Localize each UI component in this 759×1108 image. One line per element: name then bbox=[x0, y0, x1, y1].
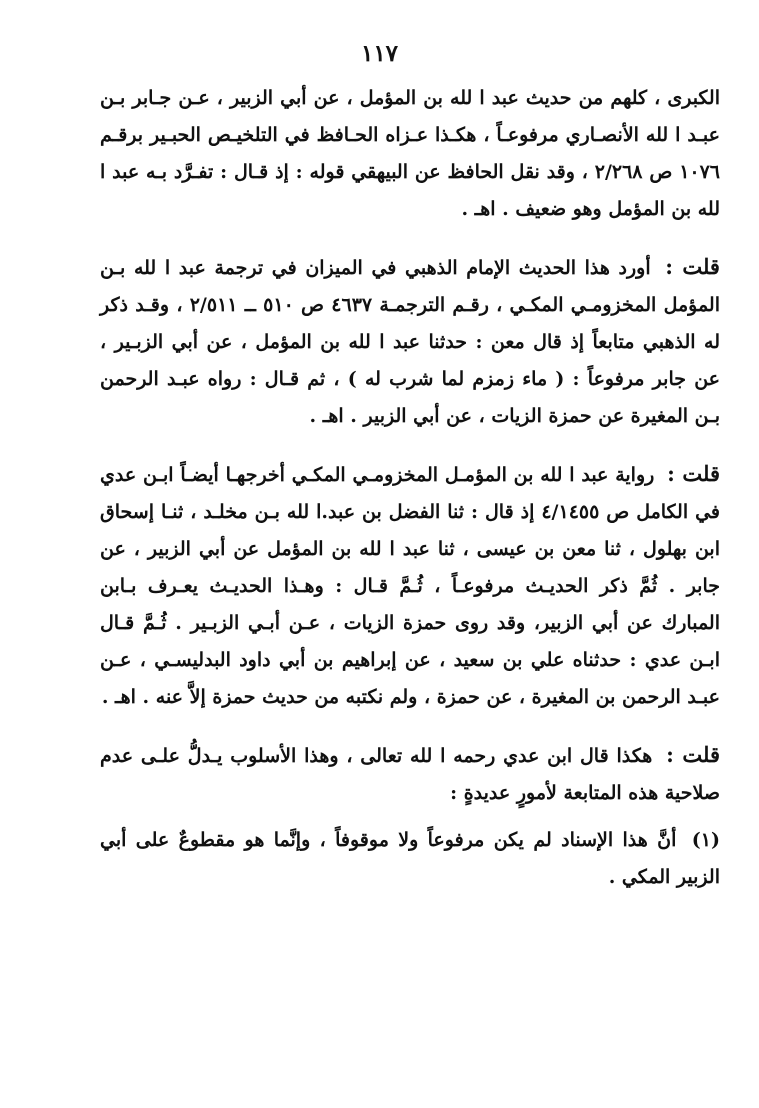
page-number: ١١٧ bbox=[360, 40, 399, 67]
paragraph-text: أورد هذا الحديث الإمام الذهبي في الميزان في ترجمة عبد ا لله بـن المؤمل المخزومـي المكـي ، رقـم الترجمـة ٤٦٣٧ ص ٥١٠ ــ ٢/٥١١ ، وقـد ذكر له الذهبي متابعاً إذ قال معن : حدثنا عبد ا لله بن المؤمل ، عن أبي الزبـير ، عن جابر مرفوعاً : ( ماء زمزم لما شرب له ) ، ثم قـال : رواه عبـد الرحمن بـن المغيرة عن حمزة الزيات ، عن أبي الزبير . اهـ . bbox=[100, 257, 720, 427]
numbered-item-1 bbox=[100, 822, 720, 896]
paragraph-text: الكبرى ، كلهم من حديث عبد ا لله بن المؤمل ، عن أبي الزبير ، عـن جـابر بـن عبـد ا لله الأنصـاري مرفوعـاً ، هكـذا عـزاه الحـافظ في التلخيـص الحبـير برقـم ١٠٧٦ ص ٢/٢٦٨ ، وقد نقل الحافظ عن البيهقي قوله : إذ قـال : تفـرَّد بـه عبد ا لله بن المؤمل وهو ضعيف . اهـ . bbox=[100, 87, 721, 220]
paragraph-2 bbox=[100, 248, 720, 435]
qultu-keyword: قلت : bbox=[665, 254, 720, 279]
qultu-keyword: قلت : bbox=[667, 461, 720, 486]
paragraph-text: رواية عبد ا لله بن المؤمـل المخزومـي المكـي أخرجهـا أيضـاً ابـن عدي في الكامل ص ٤/١٤٥٥ إذ قال : ثنا الفضل بن عبد.ا لله بـن مخلـد ، ثنـا إسحاق ابن بهلول ، ثنا معن بن عيسى ، ثنا عبد ا لله بن المؤمل عن أبي الزبير ، عن جابر . ثُمَّ ذكر الحديـث مرفوعـاً ، ثُـمَّ قـال : وهـذا الحديـث يعـرف بـابن المبارك عن أبي الزبير، وقد روى حمزة الزيات ، عـن أبـي الزبـير . ثُـمَّ قـال ابـن عدي : حدثناه علي بن سعيد ، عن إبراهيم بن أبي داود البدليسـي ، عـن عبـد الرحمن بن المغيرة ، عن حمزة ، ولم نكتبه من حديث حمزة إلاَّ عنه . اهـ . bbox=[100, 464, 721, 708]
paragraph-text: أنَّ هذا الإسناد لم يكن مرفوعاً ولا موقوفاً ، وإنَّما هو مقطوعٌ على أبي الزبير المكي . bbox=[100, 829, 720, 888]
paragraph-text: هكذا قال ابن عدي رحمه ا لله تعالى ، وهذا الأسلوب يـدلُّ علـى عدم صلاحية هذه المتابعة لأمورٍ عديدةٍ : bbox=[100, 745, 720, 804]
qultu-keyword: قلت : bbox=[666, 742, 720, 767]
paragraph-3 bbox=[100, 455, 720, 716]
item-number: (١) bbox=[691, 829, 720, 851]
paragraph-4 bbox=[100, 736, 720, 812]
body-text bbox=[100, 80, 720, 916]
paragraph-1 bbox=[100, 80, 720, 228]
